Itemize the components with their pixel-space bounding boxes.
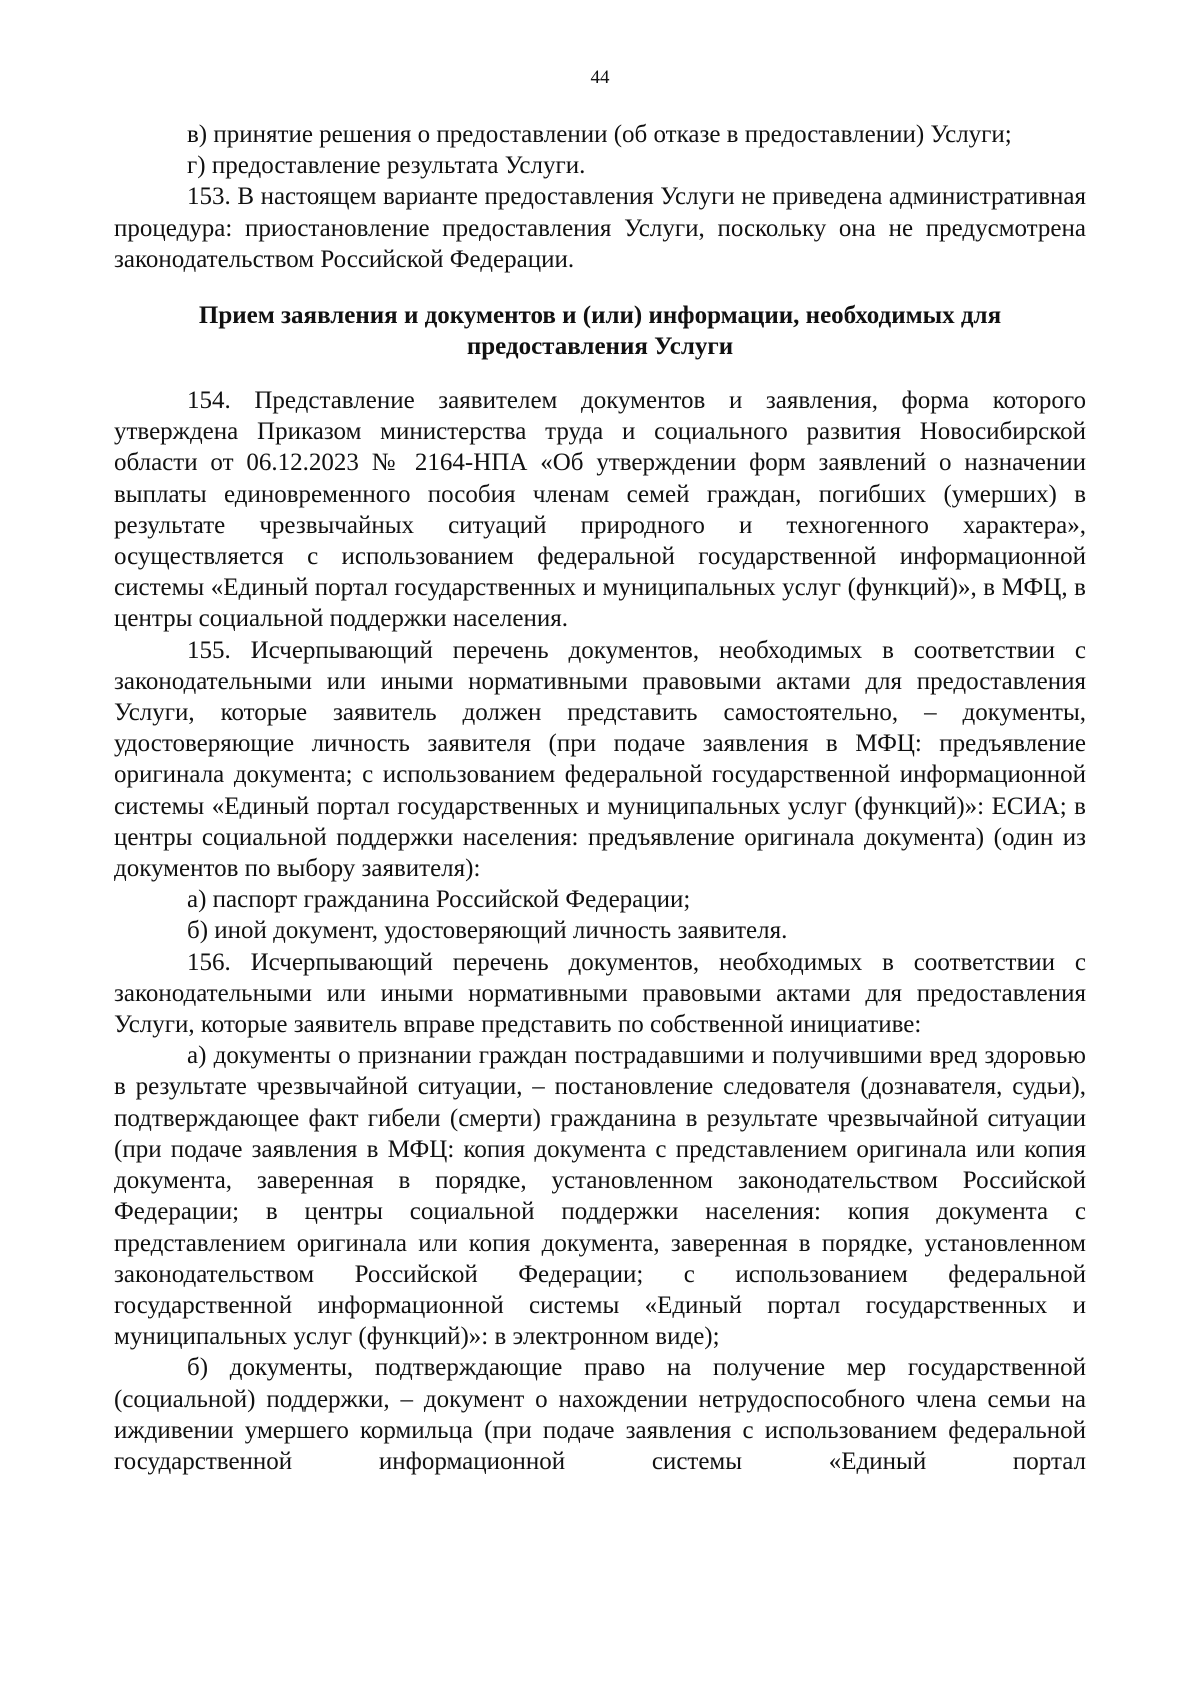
paragraph-156: 156. Исчерпывающий перечень документов, необходимых в соответствии с законодательными или иными нормативными правовыми актами для предоставления Услуги, которые заявитель вправе представить по собственной инициативе: [114,948,1086,1039]
paragraph-item-v: в) принятие решения о предоставлении (об отказе в предоставлении) Услуги; [187,121,1012,148]
page-content [114,119,1086,1477]
paragraph-155-item-a: а) паспорт гражданина Российской Федерации; [187,886,691,914]
paragraph-155-item-b: б) иной документ, удостоверяющий личность заявителя. [187,917,788,945]
paragraph-155: 155. Исчерпывающий перечень документов, необходимых в соответствии с законодательными или иными нормативными правовыми актами для предоставления Услуги, которые заявитель должен представить самостоятельно, – документы, удостоверяющие личность заявителя (при подаче заявления в МФЦ: предъявление оригинала документа; с использованием федеральной государственной информационной системы «Единый портал государственных и муниципальных услуг (функций)»: ЕСИА; в центры социальной поддержки населения: предъявление оригинала документа) (один из документов по выбору заявителя): [114,636,1086,883]
page-number: 44 [590,67,610,88]
paragraph-156-item-a: а) документы о признании граждан пострадавшими и получившими вред здоровью в результате чрезвычайной ситуации, – постановление следователя (дознавателя, судьи), подтверждающее факт гибели (смерти) гражданина в результате чрезвычайной ситуации (при подаче заявления в МФЦ: копия документа с представлением оригинала или копия документа, заверенная в порядке, установленном законодательством Российской Федерации; в центры социальной поддержки населения: копия документа с представлением оригинала или копия документа, заверенная в порядке, установленном законодательством Российской Федерации; с использованием федеральной государственной информационной системы «Единый портал государственных и муниципальных услуг (функций)»: в электронном виде); [114,1042,1086,1351]
paragraph-154: 154. Представление заявителем документов и заявления, форма которого утверждена Приказом министерства труда и социального развития Новосибирской области от 06.12.2023 № 2164-НПА «Об утверждении форм заявлений о назначении выплаты единовременного пособия членам семей граждан, погибших (умерших) в результате чрезвычайных ситуаций природного и техногенного характера», осуществляется с использованием федеральной государственной информационной системы «Единый портал государственных и муниципальных услуг (функций)», в МФЦ, в центры социальной поддержки населения. [114,387,1086,633]
section-heading: Прием заявления и документов и (или) информации, необходимых для предоставления Услуги [198,302,1002,361]
paragraph-156-item-b: б) документы, подтверждающие право на получение мер государственной (социальной) поддержки, – документ о нахождении нетрудоспособного члена семьи на иждивении умершего кормильца (при подаче заявления с использованием федеральной государственной информационной системы «Единый портал [114,1354,1086,1475]
paragraph-item-g: г) предоставление результата Услуги. [187,152,586,180]
paragraph-153: 153. В настоящем варианте предоставления Услуги не приведена административная процедура: приостановление предоставления Услуги, поскольку она не предусмотрена законодательством Российской Федерации. [114,183,1086,273]
